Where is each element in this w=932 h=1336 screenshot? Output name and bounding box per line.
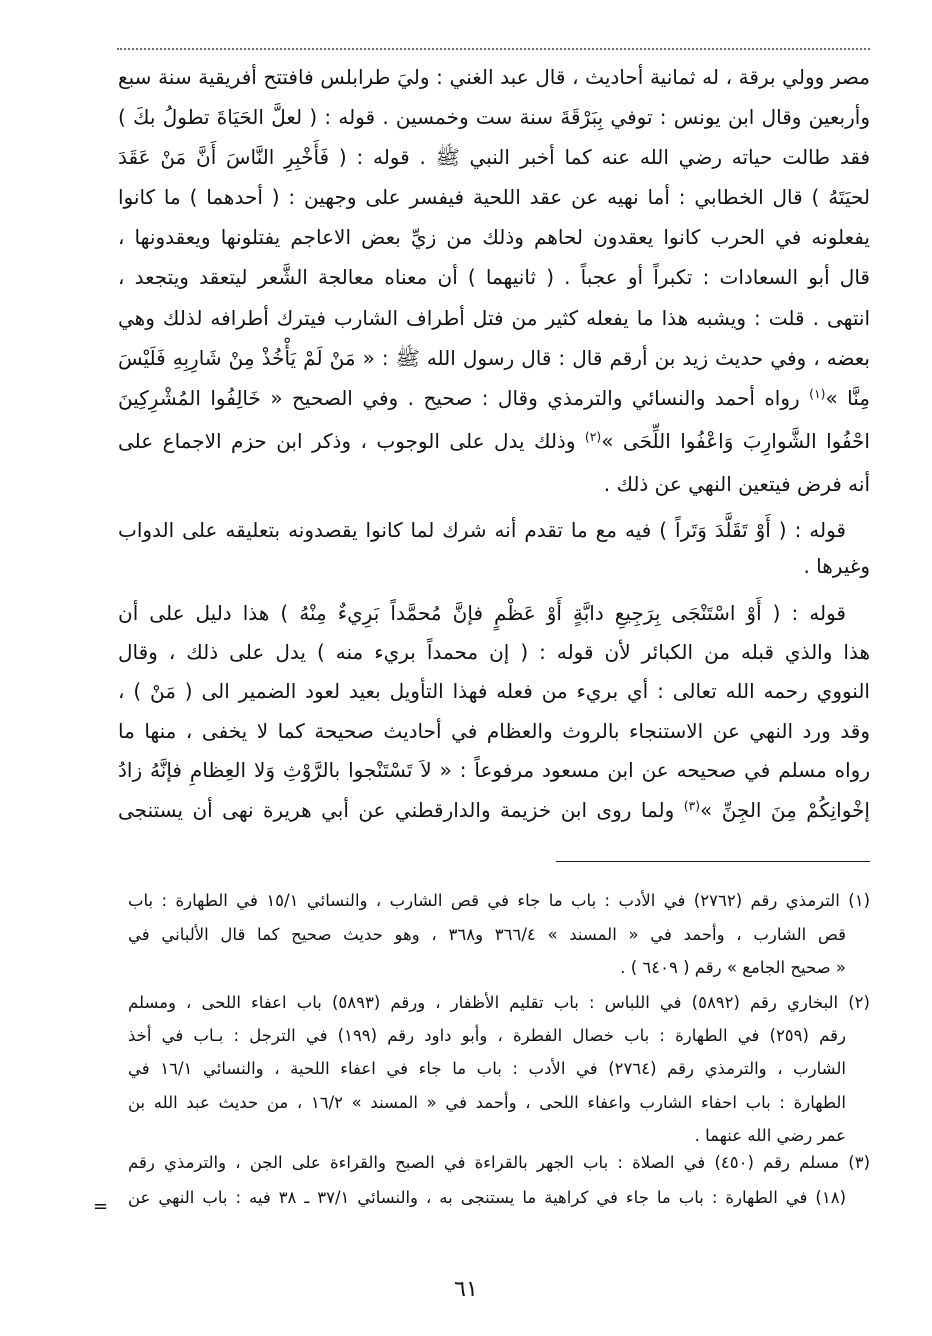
footnote-line: رقم (٢٥٩) في الطهارة : باب خصال الفطرة ، وأبو داود رقم (١٩٩) في الترجل : بـاب في أخذ — [128, 1026, 846, 1046]
footnote-ref: (٢) — [584, 429, 602, 445]
body-text: وذلك يدل على الوجوب ، وذكر ابن حزم الاجماع على — [118, 428, 585, 453]
body-line: قوله : ( أَوْ اسْتَنْجَى بِرَجِيعِ دابَّةٍ أَوْ عَظْمٍ فإنَّ مُحمَّداً بَرِيءٌ مِنْهُ ) هذا دليل على أن — [118, 600, 846, 625]
paragraph — [118, 594, 870, 832]
paragraph — [118, 57, 870, 504]
body-text: رواه أحمد والنسائي والترمذي وقال : صحيح . وفي الصحيح « خَالِفُوا المُشْرِكِينَ — [118, 385, 810, 410]
body-line: لحيَتَهُ ) قال الخطابي : أما نهيه عن عقد اللحية فيفسر على وجهين : ( أحدهما ) ما كانوا — [118, 185, 870, 210]
body-line: وقد ورد النهي عن الاستنجاء بالروث والعظام في أحاديث صحيحة كما لا يخفى ، منها ما — [118, 718, 870, 743]
body-line: انتهى . قلت : ويشبه هذا ما يفعله كثير من فتل أطراف الشارب فيترك أطرافه لذلك وهي — [118, 305, 870, 330]
paragraph — [118, 512, 870, 584]
body-text: احْفُوا الشَّوارِبَ وَاعْفُوا اللِّحَى » — [601, 428, 870, 453]
footnote-separator — [556, 861, 870, 862]
footnote-line: « صحيح الجامع » رقم ( ٦٤٠٩ ) . — [620, 958, 846, 977]
footnote-line: (١٨) في الطهارة : باب ما جاء في كراهية ما يستنجى به ، والنسائي ٣٧/١ ـ ٣٨ فيه : باب النهي عن — [128, 1187, 846, 1207]
body-line: وغيرها . — [803, 554, 870, 578]
footnote — [128, 884, 870, 985]
body-line — [118, 421, 870, 464]
body-line: هذا والذي قبله من الكبائر لأن قوله : ( إن محمداً بريء منه ) يدل على ذلك ، وقال — [118, 639, 870, 664]
body-text: مِنَّا » — [825, 385, 870, 410]
footnote-ref: (٣) — [683, 797, 701, 813]
body-line: قال أبو السعادات : تكبراً أو عجباً . ( ثانيهما ) أن معناه معالجة الشَّعر ليتعقد ويتجعد ، — [118, 265, 870, 290]
top-dotted-rule — [117, 48, 870, 50]
footnote-line: (٣) مسلم رقم (٤٥٠) في الصلاة : باب الجهر بالقراءة في الصبح والقراءة على الجن ، والترمذي رقم — [128, 1153, 871, 1172]
footnote — [128, 1146, 870, 1215]
footnote-line: الشارب ، والترمذي رقم (٢٧٦٤) في الأدب : باب ما جاء في اعفاء اللحية ، والنسائي ١٦/١ في — [128, 1059, 847, 1079]
body-line — [118, 378, 870, 421]
body-line: مصر وولي برقة ، له ثمانية أحاديث ، قال عبد الغني : وليَ طرابلس فافتتح أفريقية سنة سبع — [118, 65, 870, 89]
body-line: وأربعين وقال ابن يونس : توفي بِبَرْقَةَ سنة ست وخمسين . قوله : ( لعلَّ الحَيَاةَ تطولُ بكَ ) — [118, 105, 870, 130]
body-line: النووي رحمه الله تعالى : أي بريء من فعله فهذا التأويل بعيد لعود الضمير الى ( مَنْ ) ، — [118, 679, 870, 704]
body-line: يفعلونه في الحرب كانوا يعقدون لحاهم وذلك من زيِّ بعض الاعاجم يفتلونها ويعقدونها ، — [118, 225, 870, 250]
footnote — [128, 986, 870, 1152]
footnote-ref: (١) — [809, 385, 826, 401]
body-line: قوله : ( أَوْ تَقَلَّدَ وَتَراً ) فيه مع ما تقدم أنه شرك لما كانوا يقصدونه بتعليقه على الدواب — [118, 518, 846, 542]
footnote-line: عمر رضي الله عنهما . — [694, 1125, 846, 1145]
body-line: أنه فرض فيتعين النهي عن ذلك . — [603, 471, 870, 496]
body-line: رواه مسلم في صحيحه عن ابن مسعود مرفوعاً : « لاَ تَسْتَنْجوا بالرَّوْثِ وَلا العِظامِ فإنَّهُ زادُ — [118, 758, 870, 783]
footnote-line: قص الشارب ، وأحمد في « المسند » ٣٦٦/٤ و٣٦٨ ، وهو حديث صحيح كما قال الألباني في — [128, 924, 847, 944]
body-line: فقد طالت حياته رضي الله عنه كما أخبر النبي ﷺ . قوله : ( فَأَخْبِرِ النَّاسَ أَنَّ مَنْ عَقَدَ — [118, 145, 870, 170]
page-number: ٦١ — [454, 1277, 478, 1302]
body-line: بعضه ، وفي حديث زيد بن أرقم قال : قال رسول الله ﷺ : « مَنْ لَمْ يَأْخُذْ مِنْ شَارِبِهِ فَلَيْسَ — [118, 345, 870, 370]
body-text: ولما روى ابن خزيمة والدارقطني عن أبي هريرة نهى أن يستنجى — [118, 797, 684, 822]
footnote-line: (١) الترمذي رقم (٢٧٦٢) في الأدب : باب ما جاء في قص الشارب ، والنسائي ١٥/١ في الطهارة : باب — [128, 891, 871, 910]
footnote-line: الطهارة : باب احفاء الشارب واعفاء اللحى ، وأحمد في « المسند » ١٦/٢ ، من حديث عبد الله بن — [128, 1092, 846, 1112]
body-text: إخْوانِكُمْ مِنَ الجِنِّ » — [700, 797, 870, 822]
body-line — [118, 791, 870, 832]
continuation-mark: = — [93, 1196, 109, 1217]
footnote-line: (٢) البخاري رقم (٥٨٩٢) في اللباس : باب تقليم الأظفار ، ورقم (٥٨٩٣) باب اعفاء اللحى ، ومسلم — [128, 993, 870, 1012]
